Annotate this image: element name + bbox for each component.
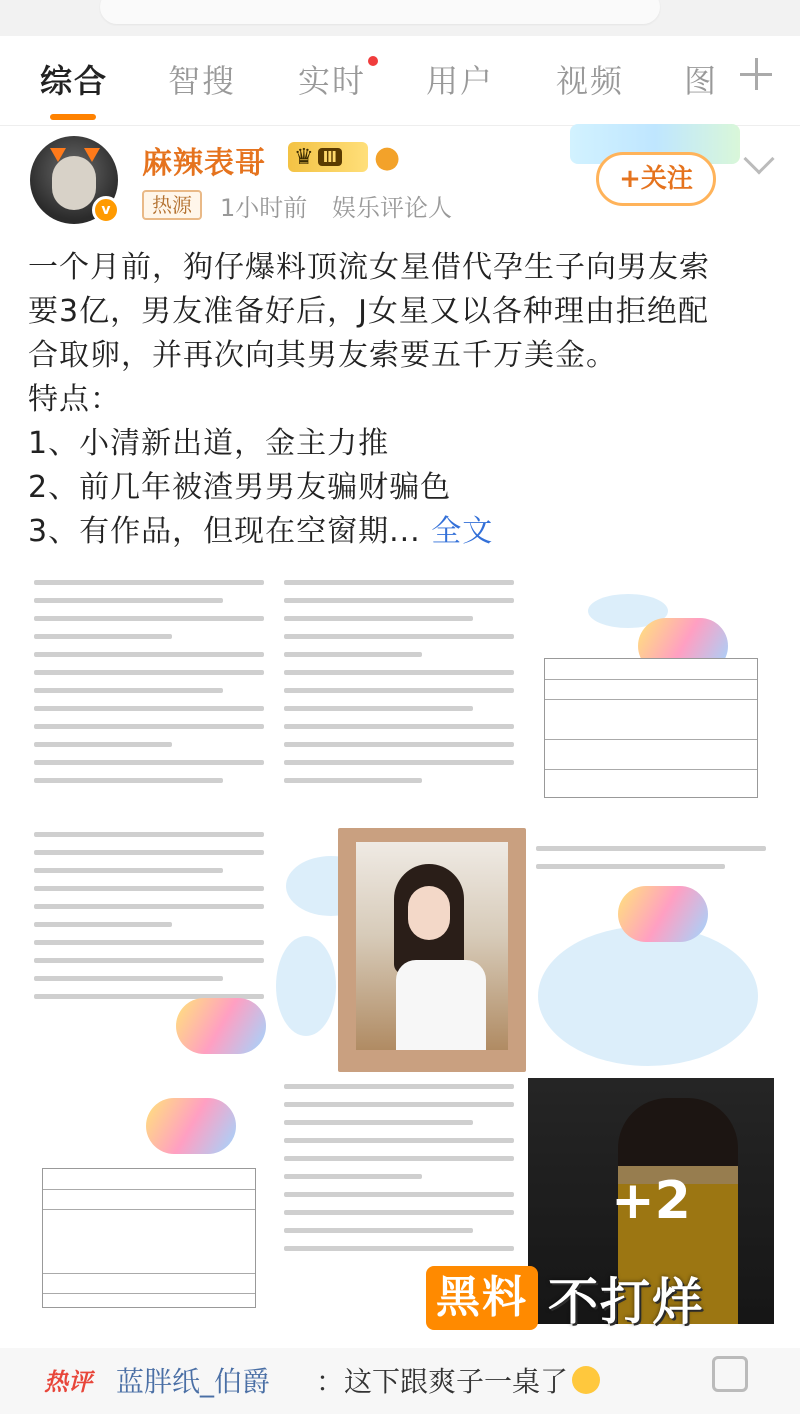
fee-table xyxy=(42,1168,256,1308)
post-line: 3、有作品，但现在空窗期... xyxy=(28,514,421,549)
tab-comprehensive[interactable]: 综合 xyxy=(40,62,109,100)
avatar-face xyxy=(52,156,96,210)
tab-users[interactable]: 用户 xyxy=(426,62,495,100)
follow-button[interactable]: +关注 xyxy=(596,152,716,206)
post-line: 一个月前，狗仔爆料顶流女星借代孕生子向男友索 xyxy=(28,250,710,285)
post-line: 要3亿，男友准备好后，J女星又以各种理由拒绝配 xyxy=(28,294,709,329)
search-strip xyxy=(0,0,800,36)
fee-table xyxy=(544,658,758,798)
post-line: 2、前几年被渣男男友骗财骗色 xyxy=(28,470,452,505)
author-name[interactable]: 麻辣表哥 xyxy=(142,146,266,181)
tab-video[interactable]: 视频 xyxy=(556,62,625,100)
post-line: 合取卵，并再次向其男友索要五千万美金。 xyxy=(28,338,617,373)
hot-comment-row[interactable] xyxy=(0,1348,800,1414)
image-thumb-7[interactable] xyxy=(26,1078,272,1324)
post-line: 特点： xyxy=(28,382,121,417)
tab-smart-search[interactable]: 智搜 xyxy=(168,62,237,100)
verify-badge-icon: v xyxy=(92,196,120,224)
hot-comment-label: 热评 xyxy=(44,1368,92,1396)
crown-icon: ♛ xyxy=(294,144,314,170)
plus-icon[interactable] xyxy=(738,56,774,92)
tab-bar xyxy=(0,36,800,126)
image-thumb-1[interactable] xyxy=(26,574,272,820)
realtime-dot-badge xyxy=(368,56,378,66)
author-role: 娱乐评论人 xyxy=(332,194,452,222)
chevron-down-icon[interactable] xyxy=(743,143,774,174)
like-icon[interactable] xyxy=(712,1356,748,1392)
search-bar[interactable] xyxy=(100,0,660,24)
smile-emoji-icon xyxy=(572,1366,600,1394)
image-thumb-6[interactable] xyxy=(528,826,774,1072)
tab-images[interactable]: 图 xyxy=(684,62,719,100)
watermark-orange: 黑料 xyxy=(426,1266,538,1330)
tab-realtime[interactable]: 实时 xyxy=(298,62,367,100)
follow-card xyxy=(566,124,746,224)
hot-source-tag: 热源 xyxy=(142,190,202,220)
post-line: 1、小清新出道，金主力推 xyxy=(28,426,390,461)
photo-thumb-woman[interactable] xyxy=(338,828,526,1072)
image-grid xyxy=(26,574,774,1324)
fish-icon: ● xyxy=(374,140,401,175)
level-label: Ⅲ xyxy=(318,148,342,166)
commenter-name[interactable]: 蓝胖纸_伯爵 xyxy=(116,1365,271,1398)
post-body xyxy=(28,246,778,554)
post-line-last xyxy=(28,510,778,554)
image-thumb-2[interactable] xyxy=(276,574,522,820)
watermark-white: 不打烊 xyxy=(548,1273,704,1331)
image-thumb-4[interactable] xyxy=(26,826,272,1072)
comment-text: ：这下跟爽子一桌了 xyxy=(316,1365,569,1398)
active-tab-underline xyxy=(50,114,96,120)
fulltext-link[interactable]: 全文 xyxy=(431,514,494,549)
more-images-count[interactable]: +2 xyxy=(528,1078,774,1324)
post-time: 1小时前 xyxy=(220,194,308,222)
watermark-banner xyxy=(426,1266,704,1330)
image-thumb-3[interactable] xyxy=(528,574,774,820)
member-level-badge[interactable] xyxy=(288,142,368,172)
